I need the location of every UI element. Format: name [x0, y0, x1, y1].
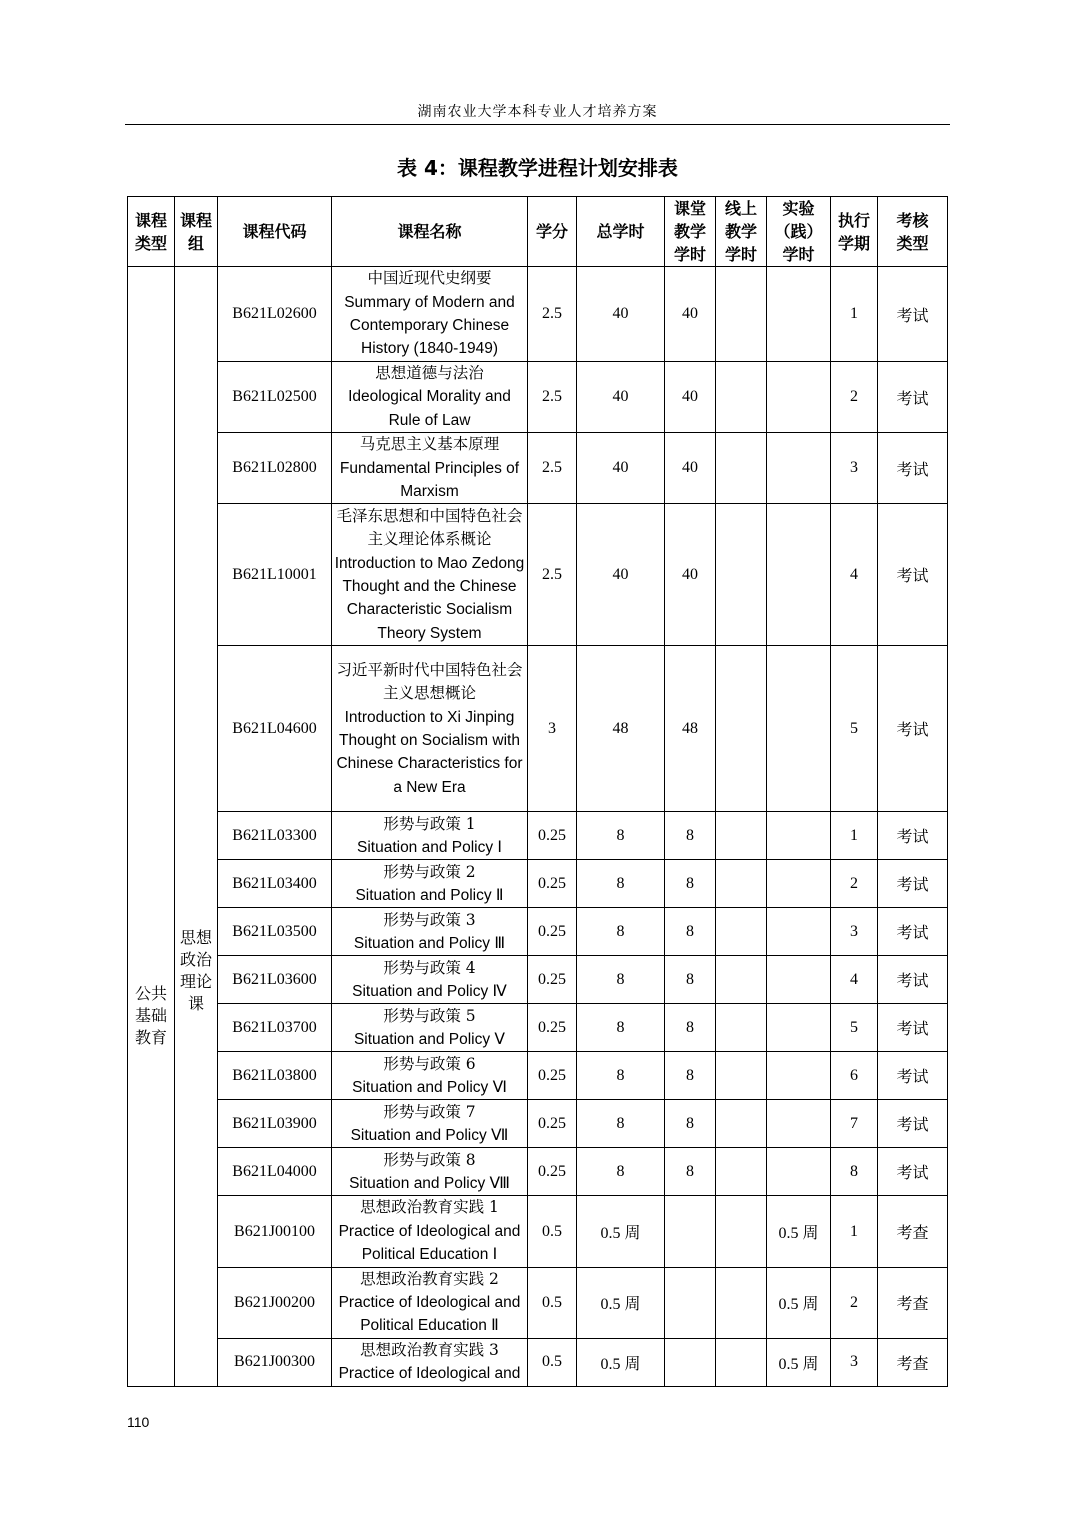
table-row	[128, 1267, 948, 1338]
credit: 0.25	[528, 1148, 577, 1196]
course-code: B621J00200	[218, 1267, 332, 1338]
table-body	[128, 267, 948, 1387]
class-hours: 40	[665, 433, 716, 504]
course-name-en: Introduction to Xi Jinping Thought on Socialism with Chinese Characteristics for a New Era	[336, 708, 523, 796]
course-group-cell: 思想政治理论课	[175, 267, 218, 1387]
course-name-en: Summary of Modern and Contemporary Chinese History (1840-1949)	[344, 293, 515, 358]
course-name-zh: 习近平新时代中国特色社会主义思想概论	[336, 660, 523, 703]
table-row	[128, 433, 948, 504]
course-name-en: Practice of Ideological and	[338, 1365, 521, 1383]
table-row	[128, 1338, 948, 1386]
course-name-zh: 形势与政策 5	[383, 1006, 476, 1025]
course-name-en: Fundamental Principles of Marxism	[339, 459, 520, 501]
assessment-type: 考试	[878, 1100, 948, 1148]
lab-hours: 0.5 周	[767, 1338, 831, 1386]
course-code: B621L03600	[218, 956, 332, 1004]
total-hours: 40	[577, 433, 665, 504]
class-hours: 8	[665, 956, 716, 1004]
lab-hours	[767, 1100, 831, 1148]
online-hours	[716, 504, 767, 646]
lab-hours	[767, 1004, 831, 1052]
term: 1	[831, 1196, 878, 1267]
term: 5	[831, 646, 878, 812]
course-code: B621L04000	[218, 1148, 332, 1196]
column-header-course-group: 课程组	[175, 197, 218, 267]
total-hours: 8	[577, 812, 665, 860]
online-hours	[716, 362, 767, 433]
course-name-zh: 思想道德与法治	[375, 364, 484, 382]
course-name-en: Situation and Policy Ⅱ	[355, 886, 504, 904]
term: 2	[831, 1267, 878, 1338]
course-name-zh: 形势与政策 7	[383, 1102, 476, 1121]
class-hours: 40	[665, 267, 716, 362]
total-hours: 0.5 周	[577, 1338, 665, 1386]
table-row	[128, 956, 948, 1004]
course-name	[332, 956, 528, 1004]
course-code: B621L03800	[218, 1052, 332, 1100]
column-header-course-type: 课程类型	[128, 197, 175, 267]
course-name	[332, 908, 528, 956]
table-row	[128, 1148, 948, 1196]
table-row	[128, 1196, 948, 1267]
course-name-zh: 形势与政策 8	[383, 1150, 476, 1169]
online-hours	[716, 956, 767, 1004]
course-code: B621L02600	[218, 267, 332, 362]
lab-hours: 0.5 周	[767, 1267, 831, 1338]
assessment-type: 考试	[878, 362, 948, 433]
course-code: B621J00100	[218, 1196, 332, 1267]
term: 7	[831, 1100, 878, 1148]
term: 3	[831, 908, 878, 956]
online-hours	[716, 433, 767, 504]
assessment-type: 考试	[878, 1052, 948, 1100]
page-number: 110	[127, 1414, 150, 1430]
course-name-en: Situation and Policy Ⅷ	[349, 1174, 510, 1192]
lab-hours	[767, 362, 831, 433]
course-code: B621L04600	[218, 646, 332, 812]
total-hours: 8	[577, 908, 665, 956]
credit: 2.5	[528, 504, 577, 646]
course-name	[332, 646, 528, 812]
course-code: B621L03300	[218, 812, 332, 860]
online-hours	[716, 646, 767, 812]
course-schedule-table	[127, 196, 948, 1387]
course-code: B621L02800	[218, 433, 332, 504]
lab-hours	[767, 908, 831, 956]
course-name	[332, 1196, 528, 1267]
class-hours: 8	[665, 908, 716, 956]
course-name	[332, 433, 528, 504]
class-hours: 40	[665, 362, 716, 433]
course-name-zh: 形势与政策 6	[383, 1054, 476, 1073]
assessment-type: 考试	[878, 956, 948, 1004]
class-hours	[665, 1338, 716, 1386]
total-hours: 8	[577, 1100, 665, 1148]
class-hours	[665, 1267, 716, 1338]
course-name-zh: 形势与政策 4	[383, 958, 476, 977]
total-hours: 0.5 周	[577, 1196, 665, 1267]
table-row	[128, 1052, 948, 1100]
lab-hours	[767, 1052, 831, 1100]
course-name-zh: 形势与政策 1	[383, 814, 476, 833]
credit: 0.25	[528, 1052, 577, 1100]
credit: 3	[528, 646, 577, 812]
assessment-type: 考试	[878, 812, 948, 860]
lab-hours	[767, 267, 831, 362]
course-name	[332, 504, 528, 646]
assessment-type: 考试	[878, 860, 948, 908]
class-hours	[665, 1196, 716, 1267]
course-name-en: Situation and Policy Ⅰ	[356, 838, 503, 856]
total-hours: 8	[577, 860, 665, 908]
course-name-en: Practice of Ideological and Political Education Ⅱ	[338, 1294, 521, 1335]
course-name-zh: 中国近现代史纲要	[367, 269, 492, 288]
column-header-term: 执行学期	[831, 197, 878, 267]
course-name-zh: 形势与政策 2	[383, 862, 476, 881]
credit: 0.5	[528, 1196, 577, 1267]
total-hours: 48	[577, 646, 665, 812]
course-code: B621L03900	[218, 1100, 332, 1148]
table-row	[128, 908, 948, 956]
total-hours: 8	[577, 1052, 665, 1100]
class-hours: 40	[665, 504, 716, 646]
assessment-type: 考试	[878, 1004, 948, 1052]
online-hours	[716, 1338, 767, 1386]
course-name-zh: 思想政治教育实践 2	[360, 1269, 499, 1288]
online-hours	[716, 1267, 767, 1338]
course-name	[332, 1267, 528, 1338]
table-row	[128, 646, 948, 812]
course-code: B621J00300	[218, 1338, 332, 1386]
assessment-type: 考试	[878, 646, 948, 812]
credit: 0.25	[528, 860, 577, 908]
assessment-type: 考试	[878, 908, 948, 956]
class-hours: 48	[665, 646, 716, 812]
course-code: B621L10001	[218, 504, 332, 646]
column-header-lab-hours: 实验（践）学时	[767, 197, 831, 267]
lab-hours	[767, 433, 831, 504]
credit: 0.25	[528, 956, 577, 1004]
course-name-zh: 毛泽东思想和中国特色社会主义理论体系概论	[336, 506, 523, 549]
running-header: 湖南农业大学本科专业人才培养方案	[417, 104, 658, 120]
total-hours: 40	[577, 504, 665, 646]
table-row	[128, 812, 948, 860]
course-name	[332, 812, 528, 860]
header-rule	[125, 124, 950, 125]
online-hours	[716, 1004, 767, 1052]
header-row	[128, 197, 948, 267]
term: 2	[831, 860, 878, 908]
course-name-en: Situation and Policy Ⅴ	[353, 1030, 506, 1048]
column-header-online-hours: 线上教学学时	[716, 197, 767, 267]
course-name-en: Situation and Policy Ⅶ	[350, 1126, 509, 1144]
credit: 0.25	[528, 1004, 577, 1052]
column-header-credit: 学分	[528, 197, 577, 267]
course-name	[332, 362, 528, 433]
course-name-en: Practice of Ideological and Political Education Ⅰ	[338, 1222, 521, 1264]
course-code: B621L03700	[218, 1004, 332, 1052]
course-name-zh: 形势与政策 3	[383, 910, 476, 929]
class-hours: 8	[665, 812, 716, 860]
course-name	[332, 1052, 528, 1100]
course-name	[332, 1004, 528, 1052]
assessment-type: 考试	[878, 1148, 948, 1196]
total-hours: 8	[577, 956, 665, 1004]
total-hours: 8	[577, 1148, 665, 1196]
lab-hours	[767, 860, 831, 908]
class-hours: 8	[665, 1148, 716, 1196]
assessment-type: 考试	[878, 504, 948, 646]
credit: 0.25	[528, 1100, 577, 1148]
term: 8	[831, 1148, 878, 1196]
term: 3	[831, 433, 878, 504]
course-type-cell: 公共基础教育	[128, 267, 175, 1387]
course-name-en: Situation and Policy Ⅵ	[352, 1078, 507, 1096]
table-row	[128, 362, 948, 433]
online-hours	[716, 1052, 767, 1100]
course-name	[332, 1148, 528, 1196]
lab-hours	[767, 1148, 831, 1196]
total-hours: 40	[577, 362, 665, 433]
course-name-en: Ideological Morality and Rule of Law	[348, 388, 511, 429]
online-hours	[716, 1148, 767, 1196]
credit: 0.25	[528, 812, 577, 860]
course-code: B621L02500	[218, 362, 332, 433]
table-row	[128, 1004, 948, 1052]
course-name-en: Situation and Policy Ⅳ	[352, 982, 507, 1000]
term: 1	[831, 812, 878, 860]
course-name-zh: 马克思主义基本原理	[359, 435, 500, 454]
column-header-course-code: 课程代码	[218, 197, 332, 267]
total-hours: 40	[577, 267, 665, 362]
credit: 2.5	[528, 433, 577, 504]
table-row	[128, 1100, 948, 1148]
lab-hours	[767, 646, 831, 812]
class-hours: 8	[665, 1052, 716, 1100]
total-hours: 8	[577, 1004, 665, 1052]
course-code: B621L03500	[218, 908, 332, 956]
term: 4	[831, 956, 878, 1004]
assessment-type: 考查	[878, 1338, 948, 1386]
term: 4	[831, 504, 878, 646]
course-name	[332, 267, 528, 362]
lab-hours: 0.5 周	[767, 1196, 831, 1267]
course-name-en: Situation and Policy Ⅲ	[353, 934, 506, 952]
term: 3	[831, 1338, 878, 1386]
course-name	[332, 860, 528, 908]
credit: 0.5	[528, 1338, 577, 1386]
total-hours: 0.5 周	[577, 1267, 665, 1338]
class-hours: 8	[665, 1100, 716, 1148]
online-hours	[716, 1100, 767, 1148]
assessment-type: 考试	[878, 433, 948, 504]
course-name	[332, 1338, 528, 1386]
credit: 0.25	[528, 908, 577, 956]
credit: 2.5	[528, 267, 577, 362]
course-name-en: Introduction to Mao Zedong Thought and the Chinese Characteristic Socialism Theory System	[334, 554, 525, 642]
term: 6	[831, 1052, 878, 1100]
online-hours	[716, 1196, 767, 1267]
column-header-course-name: 课程名称	[332, 197, 528, 267]
column-header-total-hours: 总学时	[577, 197, 665, 267]
assessment-type: 考试	[878, 267, 948, 362]
course-name-zh: 思想政治教育实践 3	[360, 1340, 499, 1359]
table-row	[128, 504, 948, 646]
lab-hours	[767, 504, 831, 646]
term: 1	[831, 267, 878, 362]
credit: 2.5	[528, 362, 577, 433]
course-name-zh: 思想政治教育实践 1	[360, 1198, 499, 1217]
course-code: B621L03400	[218, 860, 332, 908]
term: 2	[831, 362, 878, 433]
assessment-type: 考查	[878, 1267, 948, 1338]
table-row	[128, 860, 948, 908]
online-hours	[716, 267, 767, 362]
lab-hours	[767, 956, 831, 1004]
column-header-assessment: 考核类型	[878, 197, 948, 267]
online-hours	[716, 908, 767, 956]
online-hours	[716, 860, 767, 908]
online-hours	[716, 812, 767, 860]
class-hours: 8	[665, 1004, 716, 1052]
column-header-class-hours: 课堂教学学时	[665, 197, 716, 267]
table-title: 表 4：课程教学进程计划安排表	[397, 156, 678, 180]
assessment-type: 考查	[878, 1196, 948, 1267]
term: 5	[831, 1004, 878, 1052]
lab-hours	[767, 812, 831, 860]
credit: 0.5	[528, 1267, 577, 1338]
class-hours: 8	[665, 860, 716, 908]
course-name	[332, 1100, 528, 1148]
table-row	[128, 267, 948, 362]
